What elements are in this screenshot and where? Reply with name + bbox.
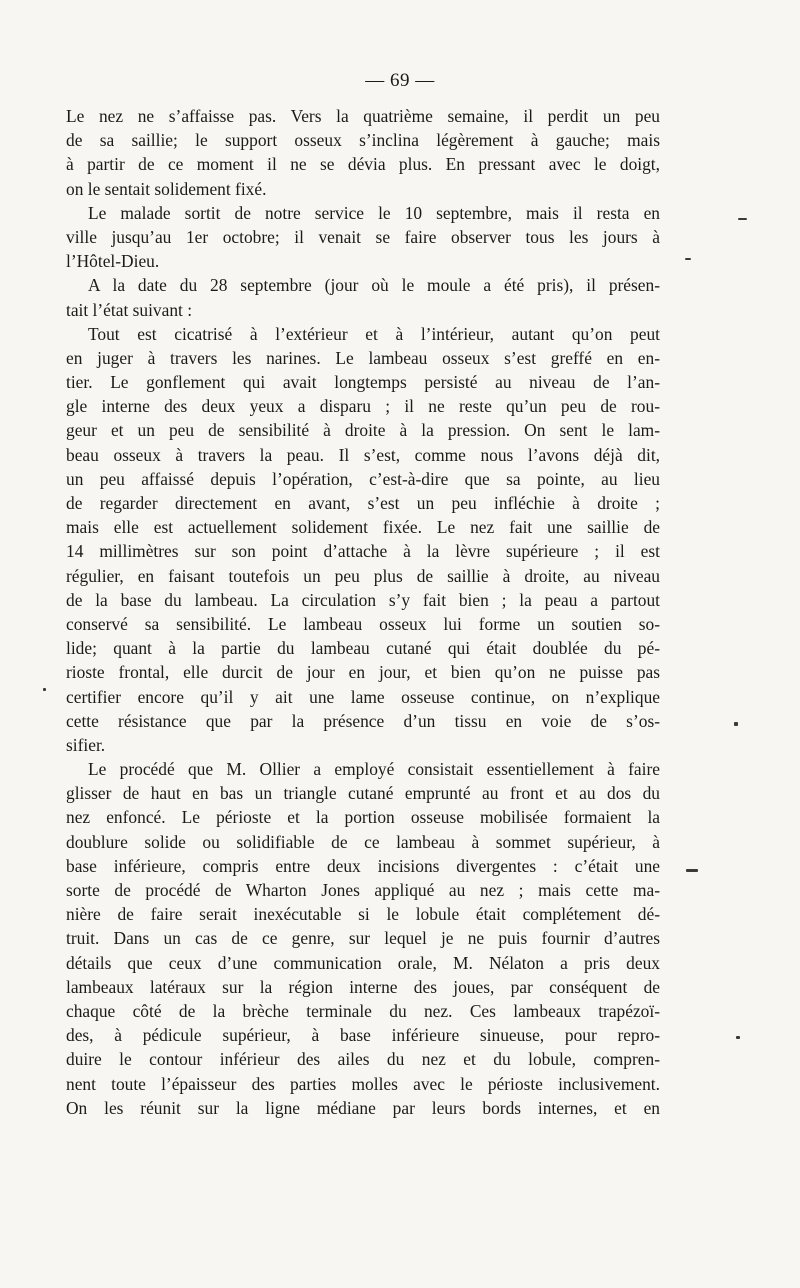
text-line: ville jusqu’au 1er octobre; il venait se faire observer tous les jours à [66,226,660,247]
text-line: mais elle est actuellement solidement fixée. Le nez fait une saillie de [66,517,660,538]
text-line: tait l’état suivant : [66,299,193,320]
margin-speck [734,722,738,726]
text-line: sorte de procédé de Wharton Jones appliqué au nez ; mais cette ma- [66,880,660,900]
text-line: On les réunit sur la ligne médiane par leurs bords internes, et en [66,1097,660,1118]
text-line: gle interne des deux yeux a disparu ; il ne reste qu’un peu de rou- [66,396,660,417]
text-line: nière de faire serait inexécutable si le lobule était complétement dé- [66,904,660,925]
text-line: chaque côté de la brèche terminale du nez. Ces lambeaux trapézoï- [66,1000,660,1021]
margin-speck [736,1036,740,1039]
text-line: en juger à travers les narines. Le lambeau osseux s’est greffé en en- [66,347,660,368]
text-line: Tout est cicatrisé à l’extérieur et à l’intérieur, autant qu’on peut [88,323,660,344]
text-line: un peu affaissé depuis l’opération, c’est-à-dire que sa pointe, au lieu [66,468,660,489]
text-line: tier. Le gonflement qui avait longtemps persisté au niveau de l’an- [66,372,660,393]
text-line: lambeaux latéraux sur la région interne des joues, par conséquent de [66,976,660,997]
text-line: doublure solide ou solidifiable de ce lambeau à sommet supérieur, à [66,831,660,852]
text-line: geur et un peu de sensibilité à droite à la pression. On sent le lam- [66,420,660,441]
text-line: certifier encore qu’il y ait une lame osseuse continue, on n’explique [66,686,660,707]
text-line: glisser de haut en bas un triangle cutané emprunté au front et au dos du [66,783,660,804]
text-line: cette résistance que par la présence d’un tissu en voie de s’os- [66,710,660,731]
margin-speck [43,688,46,691]
text-line: rioste frontal, elle durcit de jour en jour, et bien qu’on ne puisse pas [66,662,660,683]
text-line: de regarder directement en avant, s’est un peu infléchie à droite ; [66,493,660,513]
text-line: nent toute l’épaisseur des parties molles avec le périoste inclusivement. [66,1073,660,1094]
text-line: Le malade sortit de notre service le 10 septembre, mais il resta en [88,202,660,223]
text-line: Le nez ne s’affaisse pas. Vers la quatrième semaine, il perdit un peu [66,106,660,126]
text-line: l’Hôtel-Dieu. [66,251,160,272]
text-line: nez enfoncé. Le périoste et la portion osseuse mobilisée formaient la [66,807,660,828]
margin-speck [686,869,698,872]
margin-speck [685,258,691,260]
text-line: truit. Dans un cas de ce genre, sur lequel je ne puis fournir d’autres [66,928,660,949]
text-line: lide; quant à la partie du lambeau cutané qui était doublée du pé- [66,638,660,659]
text-line: A la date du 28 septembre (jour où le moule a été pris), il présen- [88,275,660,296]
text-line: conservé sa sensibilité. Le lambeau osseux lui forme un soutien so- [66,613,660,634]
text-line: 14 millimètres sur son point d’attache à la lèvre supérieure ; il est [66,541,660,562]
body-text [66,104,660,1120]
text-line: sifier. [66,734,106,755]
text-line: détails que ceux d’une communication orale, M. Nélaton a pris deux [66,952,660,973]
text-line: beau osseux à travers la peau. Il s’est, comme nous l’avons déjà dit, [66,444,660,465]
text-line: de la base du lambeau. La circulation s’y fait bien ; la peau a partout [66,589,660,610]
text-line: des, à pédicule supérieur, à base inférieure sinueuse, pour repro- [66,1025,660,1046]
margin-speck [738,218,747,220]
text-line: à partir de ce moment il ne se dévia plus. En pressant avec le doigt, [66,154,660,175]
text-line: duire le contour inférieur des ailes du nez et du lobule, compren- [66,1049,660,1070]
text-line: on le sentait solidement fixé. [66,178,267,199]
page-number: — 69 — [365,70,435,91]
text-line: base inférieure, compris entre deux incisions divergentes : c’était une [66,855,660,876]
text-line: régulier, en faisant toutefois un peu plus de saillie à droite, au niveau [66,565,660,586]
text-line: de sa saillie; le support osseux s’inclina légèrement à gauche; mais [66,130,660,151]
text-line: Le procédé que M. Ollier a employé consistait essentiellement à faire [88,759,660,780]
